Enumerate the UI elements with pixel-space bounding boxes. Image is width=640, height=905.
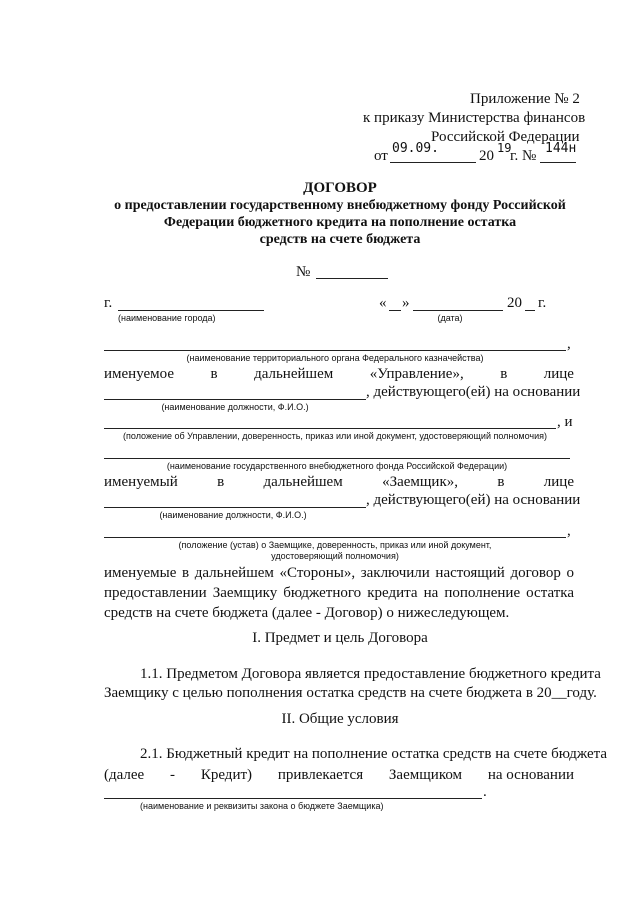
word: именуемое (104, 366, 174, 382)
date-day-line[interactable] (389, 310, 401, 311)
section-2-heading: II. Общие условия (281, 711, 399, 727)
word: - (170, 767, 176, 783)
intro-line-1: именуемые в дальнейшем «Стороны», заключили настоящий договор о (104, 565, 574, 581)
word: «Заемщик», (382, 474, 458, 490)
date-year-prefix: 20 (507, 295, 522, 311)
appendix-ot-label: от (374, 148, 388, 164)
date-g-label: г. (538, 295, 547, 311)
contract-number-label: № (296, 264, 311, 280)
appendix-date-line (390, 162, 476, 163)
appendix-number-label: г. № (510, 148, 537, 164)
word: именуемый (104, 474, 178, 490)
fund-acting-text: , действующего(ей) на основании (366, 492, 581, 508)
clause-1-1-line-2: Заемщику с целью пополнения остатка средств на счете бюджета в 20__году. (104, 685, 597, 701)
word: (далее (104, 767, 145, 783)
appendix-date-filled: 09.09. (392, 141, 439, 156)
budget-law-line[interactable] (104, 798, 482, 799)
fund-named-row (104, 474, 574, 491)
date-caption: (дата) (437, 313, 463, 323)
word: «Управление», (369, 366, 464, 382)
budget-law-dot: . (483, 784, 487, 800)
date-quote-open: « (379, 295, 387, 311)
treasury-caption: (наименование территориального органа Федерального казначейства) (186, 353, 484, 363)
fund-comma: , (567, 523, 571, 539)
city-line[interactable] (118, 310, 264, 311)
appendix-number-filled: 144н (545, 141, 577, 156)
document-subtitle-3: средств на счете бюджета (259, 232, 421, 247)
fund-official-line[interactable] (104, 507, 366, 508)
city-g-label: г. (104, 295, 113, 311)
appendix-title: Приложение № 2 (470, 91, 580, 107)
date-year-line[interactable] (525, 310, 535, 311)
fund-basis-caption-2: удостоверяющий полномочия) (271, 551, 399, 561)
appendix-number-line (540, 162, 576, 163)
treasury-named-row (104, 366, 574, 383)
date-quote-close: » (402, 295, 410, 311)
intro-line-3: средств на счете бюджета (далее - Договор) о нижеследующем. (104, 605, 510, 621)
fund-line[interactable] (104, 458, 570, 459)
city-caption: (наименование города) (118, 313, 216, 323)
treasury-acting-text: , действующего(ей) на основании (366, 384, 581, 400)
date-month-line[interactable] (413, 310, 503, 311)
fund-basis-line[interactable] (104, 537, 566, 538)
word: на основании (487, 767, 574, 783)
document-subtitle-1: о предоставлении государственному внебюджетному фонду Российской (114, 198, 566, 213)
word: в (500, 366, 508, 382)
clause-2-1-line-1: 2.1. Бюджетный кредит на пополнение остатка средств на счете бюджета (140, 746, 608, 762)
section-1-heading: I. Предмет и цель Договора (252, 630, 428, 646)
word: Кредит) (200, 767, 253, 783)
treasury-comma: , (567, 336, 571, 352)
word: Заемщиком (388, 767, 463, 783)
document-subtitle-2: Федерации бюджетного кредита на пополнение остатка (163, 215, 517, 230)
appendix-year-prefix: 20 (479, 148, 494, 164)
clause-2-1-row-2 (104, 767, 574, 784)
word: привлекается (277, 767, 364, 783)
word: лице (543, 366, 574, 382)
and-text: , и (557, 414, 573, 430)
appendix-ministry-line: Российской Федерации (431, 129, 580, 145)
word: в (217, 474, 225, 490)
word: в (497, 474, 505, 490)
treasury-official-caption: (наименование должности, Ф.И.О.) (161, 402, 309, 412)
treasury-basis-caption: (положение об Управлении, доверенность, приказ или иной документ, удостоверяющий полномочия) (123, 431, 547, 441)
clause-1-1-line-1: 1.1. Предметом Договора является предоставление бюджетного кредита (140, 666, 601, 682)
fund-caption: (наименование государственного внебюджетного фонда Российской Федерации) (166, 461, 508, 471)
intro-line-2: предоставлении Заемщику бюджетного кредита на пополнение остатка (104, 585, 574, 601)
document-title: ДОГОВОР (303, 180, 377, 196)
fund-basis-caption-1: (положение (устав) о Заемщике, доверенность, приказ или иной документ, (178, 540, 492, 550)
fund-official-caption: (наименование должности, Ф.И.О.) (159, 510, 307, 520)
treasury-line[interactable] (104, 350, 566, 351)
word: дальнейшем (263, 474, 343, 490)
appendix-order-line: к приказу Министерства финансов (363, 110, 586, 126)
word: в (210, 366, 218, 382)
appendix-year-filled: 19 (497, 141, 512, 155)
treasury-official-line[interactable] (104, 399, 366, 400)
budget-law-caption: (наименование и реквизиты закона о бюджете Заемщика) (140, 801, 384, 811)
word: лице (543, 474, 574, 490)
treasury-basis-line[interactable] (104, 428, 556, 429)
contract-number-line[interactable] (316, 278, 388, 279)
word: дальнейшем (254, 366, 334, 382)
